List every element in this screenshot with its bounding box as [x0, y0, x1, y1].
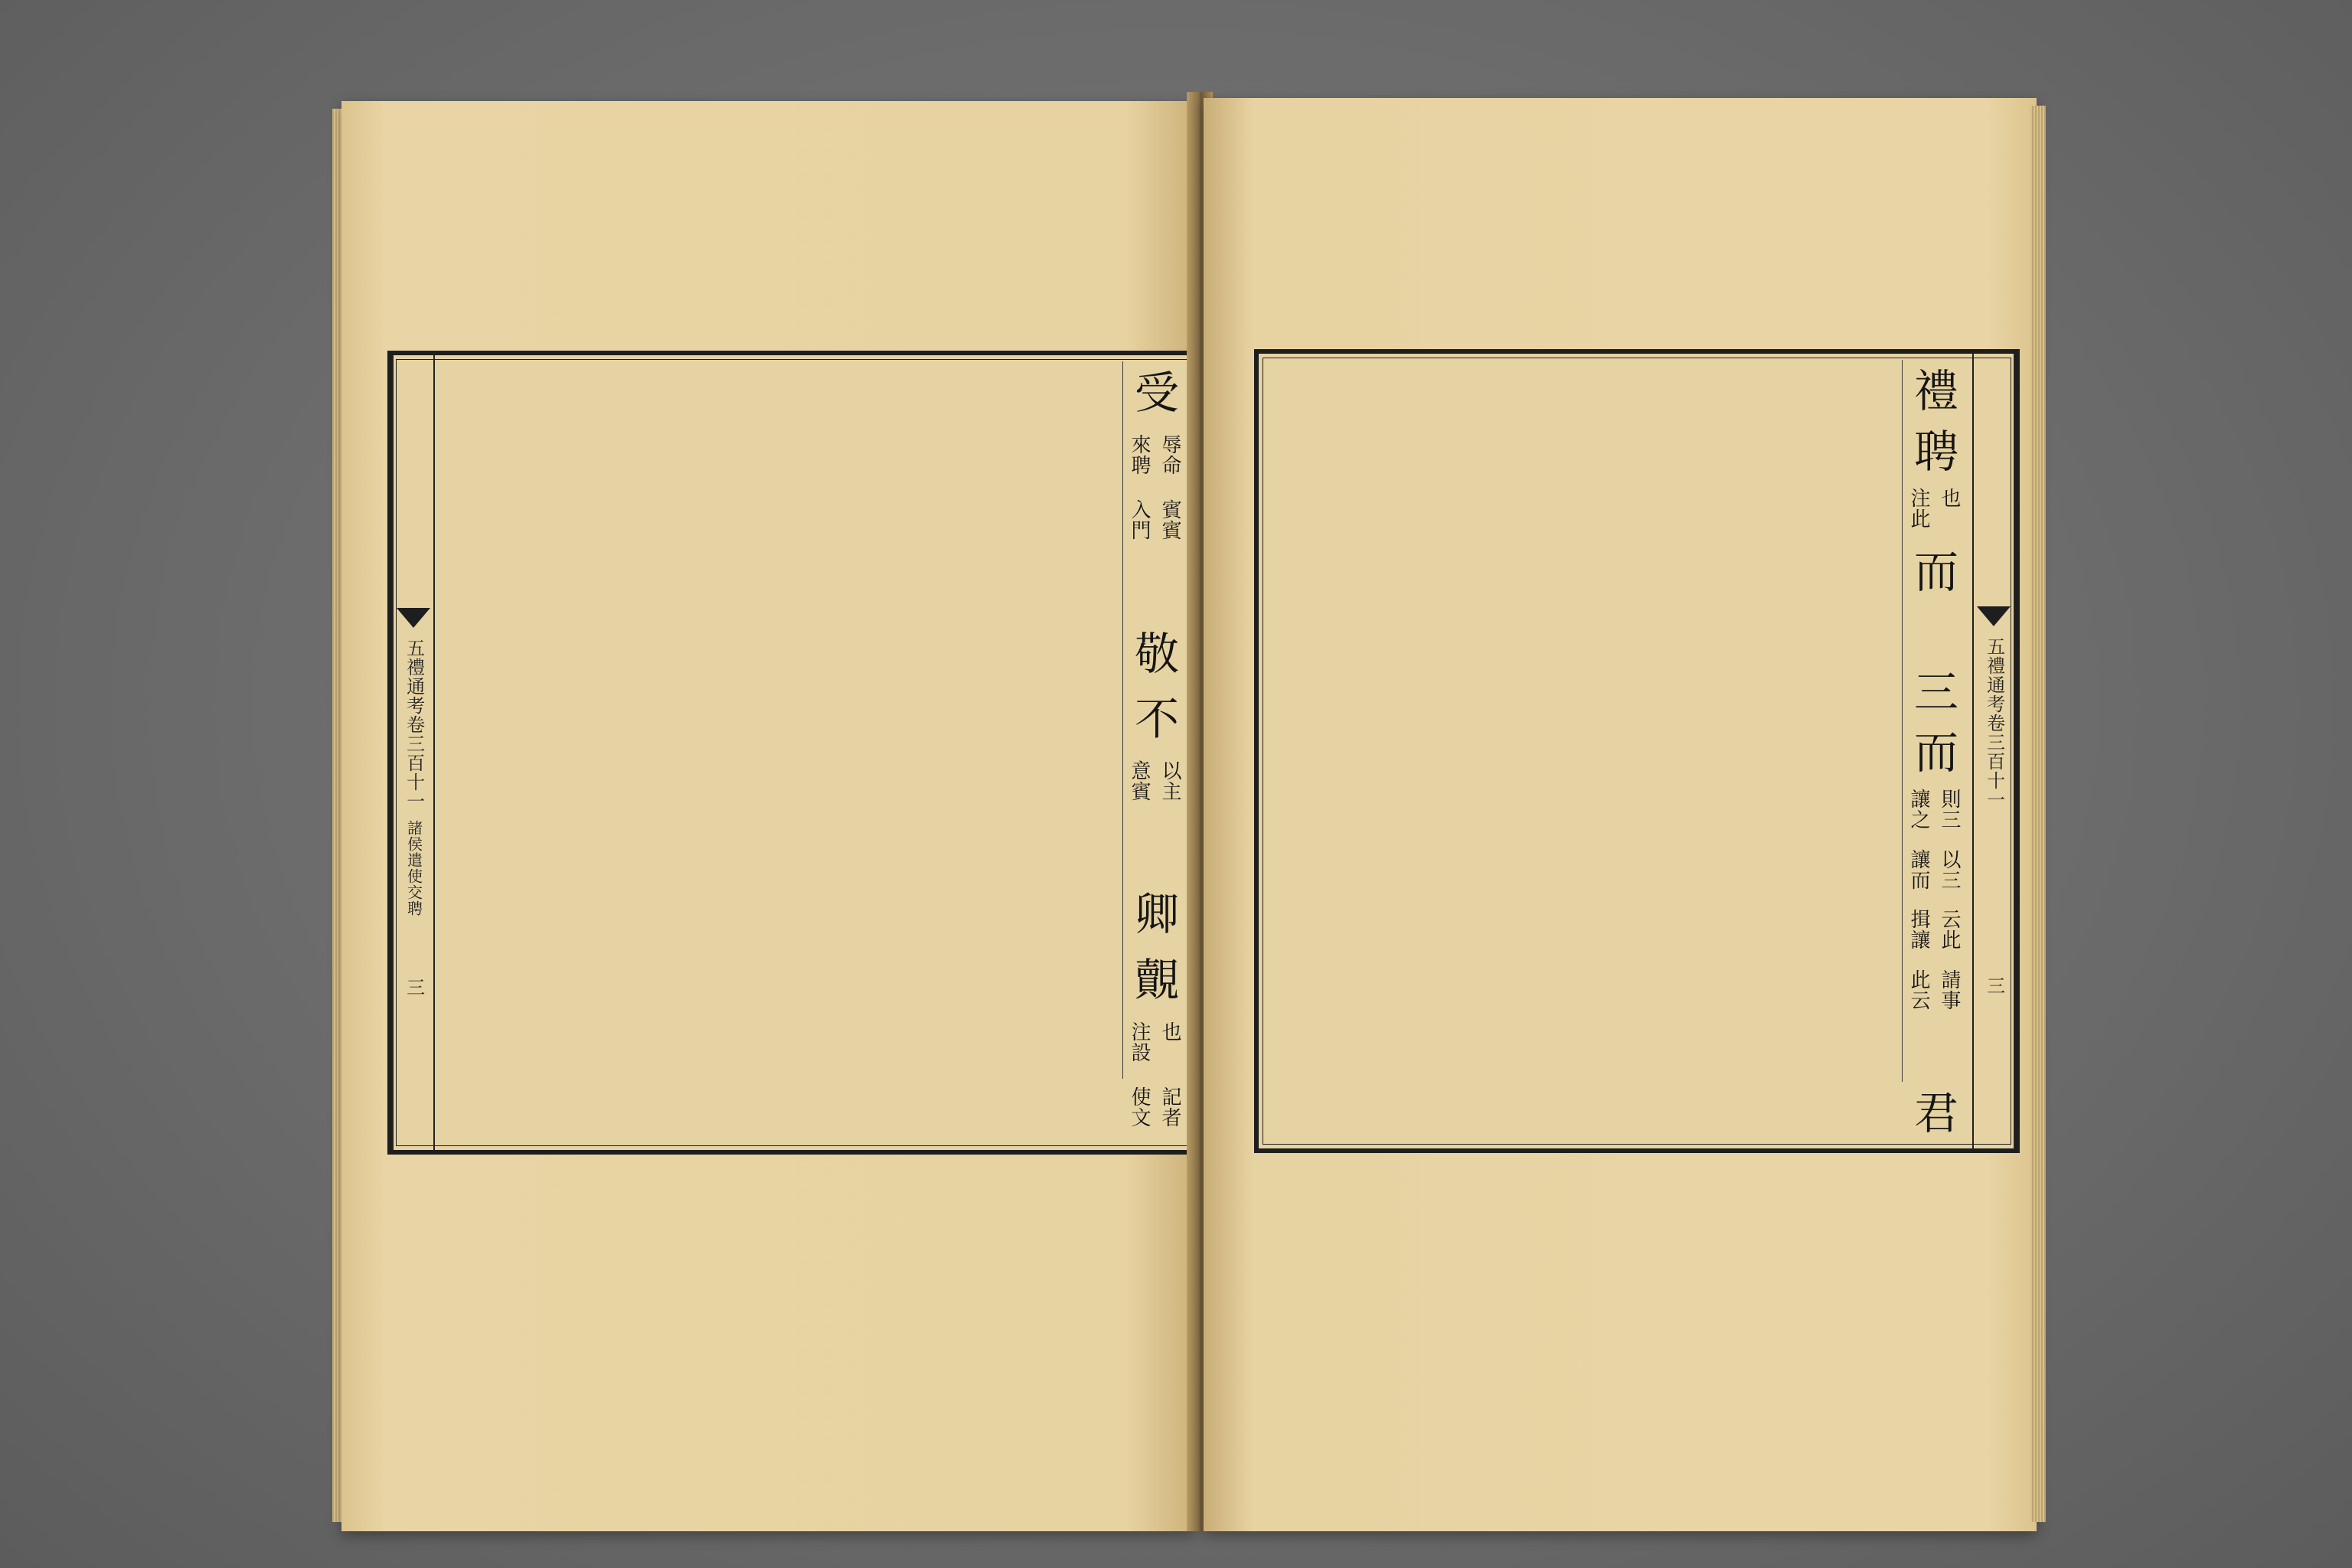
right-gutter-title: 五禮通考卷三百十一: [1983, 637, 2005, 809]
right-page-column: 聘: [1902, 420, 1966, 481]
right-page-column: 則三讓之: [1902, 781, 1966, 841]
right-page-column: 也 注此: [1902, 480, 1966, 541]
left-page-column: [1122, 818, 1187, 883]
left-page: [341, 101, 1194, 1531]
left-page-column: 也 注設: [1122, 1014, 1187, 1079]
right-text-block: [1254, 349, 2020, 1153]
right-gutter-strip: [1972, 354, 2015, 1148]
right-gutter-leaf-number: 三: [1983, 976, 2005, 995]
right-page-column: 請事此云: [1902, 962, 1966, 1022]
right-columns: [1266, 360, 1966, 1142]
left-page-column: 覿: [1122, 949, 1187, 1014]
left-page-column: 賓賓入門: [1122, 492, 1187, 557]
left-page-column: 卿: [1122, 883, 1187, 948]
right-page-column: 云此揖讓: [1902, 901, 1966, 962]
left-page-column: [1122, 557, 1187, 622]
open-book: [322, 84, 2037, 1531]
left-gutter-title: 五禮通考卷三百十一: [403, 639, 425, 811]
left-columns: [441, 361, 1187, 1144]
right-page: [1204, 98, 2037, 1531]
left-gutter-strip: [392, 355, 435, 1150]
right-page-column: 三: [1902, 661, 1966, 721]
right-page-column: [1902, 600, 1966, 661]
fishtail-mark: [397, 608, 430, 628]
right-page-column: 以三讓而: [1902, 841, 1966, 902]
left-page-column: 記者使文: [1128, 1086, 1181, 1128]
right-page-column: [1902, 1022, 1966, 1083]
left-page-column: 以主意賓: [1122, 753, 1187, 818]
left-text-block: [387, 351, 1199, 1155]
left-page-column: 辱命來聘: [1122, 426, 1187, 492]
right-page-column: 而: [1902, 541, 1966, 601]
left-page-column: 受: [1122, 361, 1187, 426]
right-page-column: 禮: [1902, 360, 1966, 420]
right-page-edges: [2030, 106, 2046, 1522]
left-page-column: 敬: [1122, 622, 1187, 688]
left-gutter-leaf-number: 三: [403, 978, 425, 997]
right-page-column: 君: [1906, 1089, 1958, 1142]
left-page-column: 不: [1122, 688, 1187, 753]
right-page-column: 而: [1902, 721, 1966, 782]
left-gutter-section: 諸侯遣使交聘: [404, 820, 423, 916]
fishtail-mark: [1977, 606, 2011, 626]
